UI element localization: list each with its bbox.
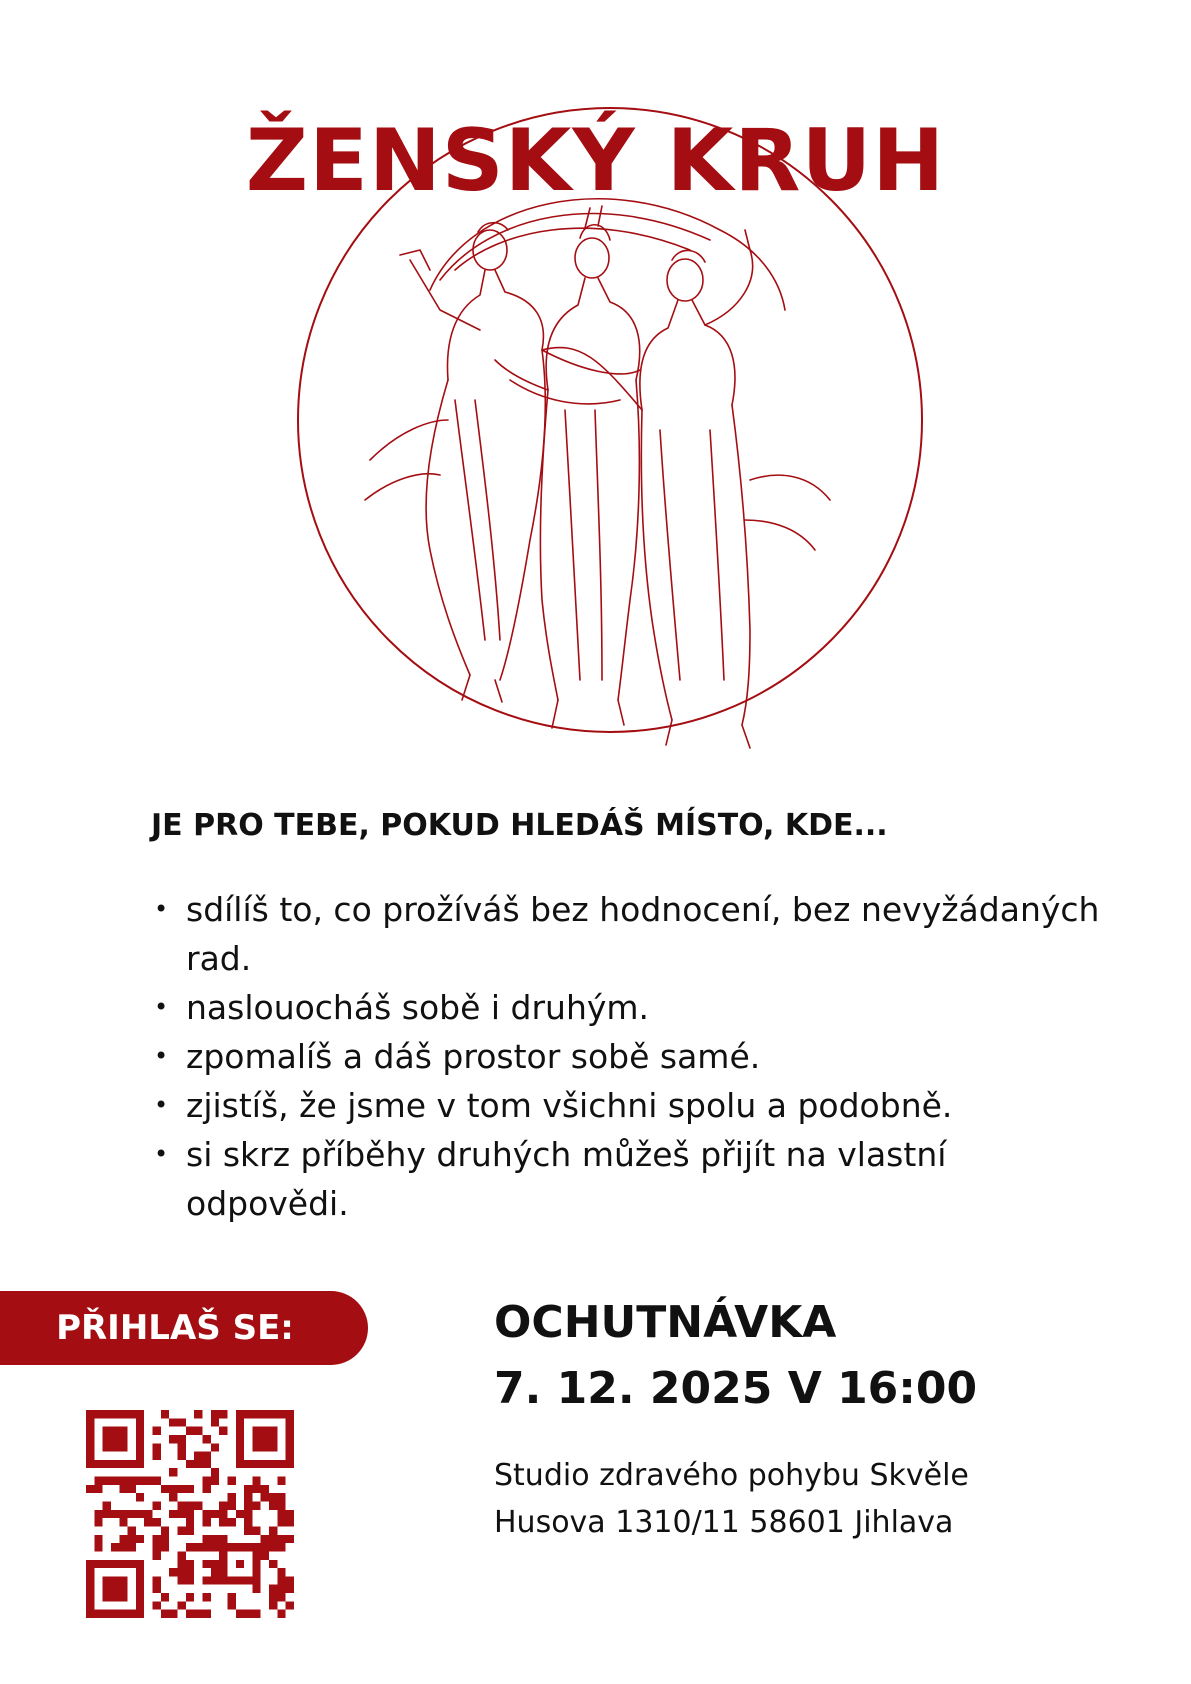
venue-info (494, 1452, 1134, 1546)
list-item: • zjistíš, že jsme v tom všichni spolu a podobně. (150, 1081, 1110, 1130)
event-datetime: 7. 12. 2025 V 16:00 (494, 1363, 978, 1414)
poster-title: ŽENSKÝ KRUH (245, 111, 946, 211)
signup-banner (0, 1291, 368, 1365)
venue-address: Husova 1310/11 58601 Jihlava (494, 1505, 954, 1540)
list-item: • zpomalíš a dáš prostor sobě samé. (150, 1032, 1110, 1081)
list-item: • sdílíš to, co prožíváš bez hodnocení, bez nevyžádaných rad. (150, 885, 1110, 983)
qr-code-icon[interactable] (86, 1410, 294, 1618)
list-item: • naslouocháš sobě i druhým. (150, 983, 1110, 1032)
event-title: OCHUTNÁVKA (494, 1297, 837, 1348)
signup-label: PŘIHLAŠ SE: (56, 1308, 294, 1348)
intro-heading: JE PRO TEBE, POKUD HLEDÁŠ MÍSTO, KDE... (151, 808, 888, 843)
venue-name: Studio zdravého pohybu Skvěle (494, 1458, 969, 1493)
event-info (494, 1290, 1134, 1422)
benefits-list (150, 885, 1110, 1228)
list-item: • si skrz příběhy druhých můžeš přijít na vlastní odpovědi. (150, 1130, 1110, 1228)
